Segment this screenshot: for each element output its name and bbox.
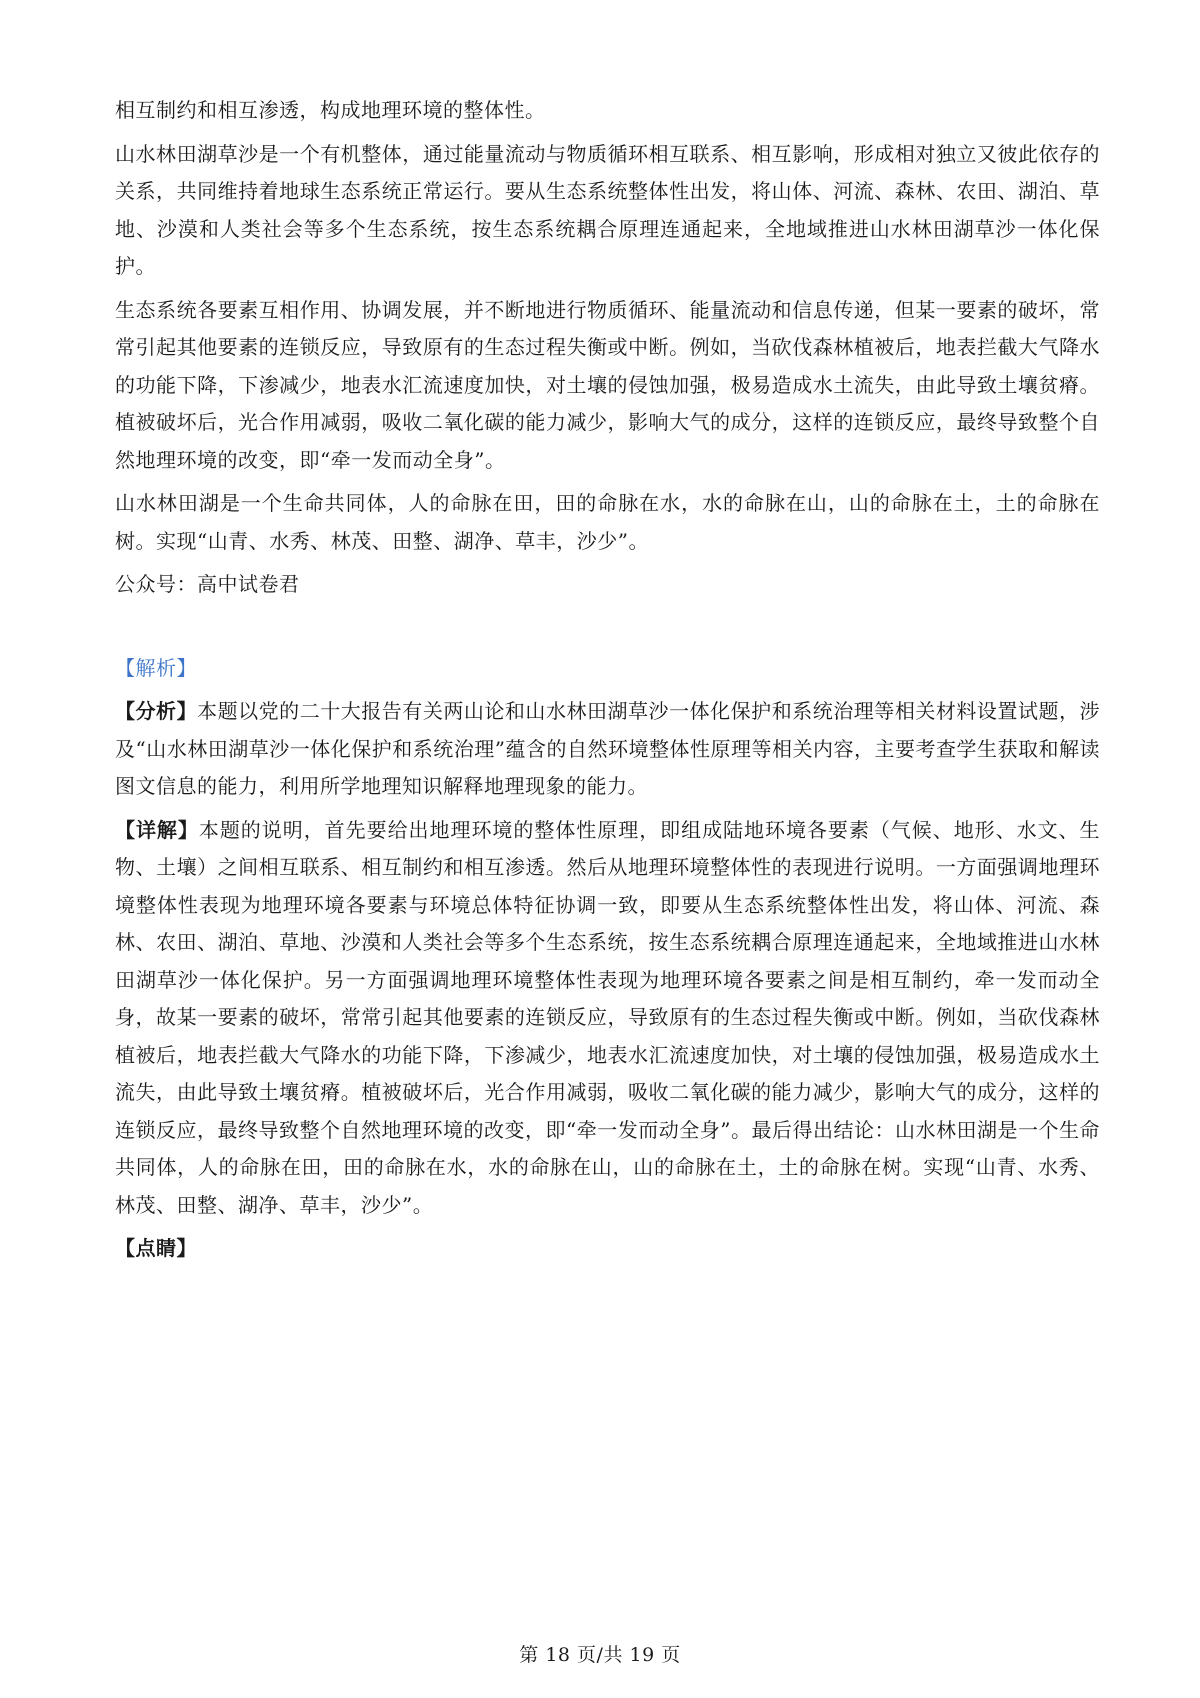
analysis-heading: 【解析】 bbox=[115, 655, 197, 680]
page-number-footer: 第 18 页/共 19 页 bbox=[519, 1644, 681, 1666]
dianjing-label: 【点睛】 bbox=[115, 1236, 197, 1260]
paragraph-source-note: 公众号：高中试卷君 bbox=[115, 572, 300, 596]
xiangjie-text: 本题的说明，首先要给出地理环境的整体性原理，即组成陆地环境各要素（气候、地形、水文、生物、土壤）之间相互联系、相互制约和相互渗透。然后从地理环境整体性的表现进行说明。一方面强调地理环境整体性表现为地理环境各要素与环境总体特征协调一致，即要从生态系统整体性出发，将山体、河流、森林、农田、湖泊、草地、沙漠和人类社会等多个生态系统，按生态系统耦合原理连通起来，全地域推进山水林田湖草沙一体化保护。另一方面强调地理环境整体性表现为地理环境各要素之间是相互制约，牵一发而动全身，故某一要素的破坏，常常引起其他要素的连锁反应，导致原有的生态过程失衡或中断。例如，当砍伐森林植被后，地表拦截大气降水的功能下降，下渗减少，地表水汇流速度加快，对土壤的侵蚀加强，极易造成水土流失，由此导致土壤贫瘠。植被破坏后，光合作用减弱，吸收二氧化碳的能力减少，影响大气的成分，这样的连锁反应，最终导致整个自然地理环境的改变，即“牵一发而动全身”。最后得出结论：山水林田湖是一个生命共同体，人的命脉在田，田的命脉在水，水的命脉在山，山的命脉在土，土的命脉在树。实现“山青、水秀、林茂、田整、湖净、草丰，沙少”。 bbox=[115, 817, 1101, 1217]
page-content bbox=[115, 92, 1100, 1268]
analysis-fenxi-paragraph bbox=[115, 693, 1100, 806]
fenxi-label: 【分析】 bbox=[115, 699, 198, 723]
paragraph: 山水林田湖草沙是一个有机整体，通过能量流动与物质循环相互联系、相互影响，形成相对独立又彼此依存的关系，共同维持着地球生态系统正常运行。要从生态系统整体性出发，将山体、河流、森林、农田、湖泊、草地、沙漠和人类社会等多个生态系统，按生态系统耦合原理连通起来，全地域推进山水林田湖草沙一体化保护。 bbox=[115, 141, 1100, 278]
paragraph: 相互制约和相互渗透，构成地理环境的整体性。 bbox=[115, 98, 546, 122]
paragraph: 山水林田湖是一个生命共同体，人的命脉在田，田的命脉在水，水的命脉在山，山的命脉在土，土的命脉在树。实现“山青、水秀、林茂、田整、湖净、草丰，沙少”。 bbox=[115, 491, 1100, 553]
paragraph: 生态系统各要素互相作用、协调发展，并不断地进行物质循环、能量流动和信息传递，但某一要素的破坏，常常引起其他要素的连锁反应，导致原有的生态过程失衡或中断。例如，当砍伐森林植被后，地表拦截大气降水的功能下降，下渗减少，地表水汇流速度加快，对土壤的侵蚀加强，极易造成水土流失，由此导致土壤贫瘠。植被破坏后，光合作用减弱，吸收二氧化碳的能力减少，影响大气的成分，这样的连锁反应，最终导致整个自然地理环境的改变，即“牵一发而动全身”。 bbox=[115, 297, 1100, 472]
xiangjie-label: 【详解】 bbox=[115, 817, 199, 842]
fenxi-text: 本题以党的二十大报告有关两山论和山水林田湖草沙一体化保护和系统治理等相关材料设置试题，涉及“山水林田湖草沙一体化保护和系统治理”蕴含的自然环境整体性原理等相关内容，主要考查学生获取和解读图文信息的能力，利用所学地理知识解释地理现象的能力。 bbox=[115, 699, 1101, 798]
analysis-xiangjie-paragraph bbox=[115, 812, 1100, 1225]
